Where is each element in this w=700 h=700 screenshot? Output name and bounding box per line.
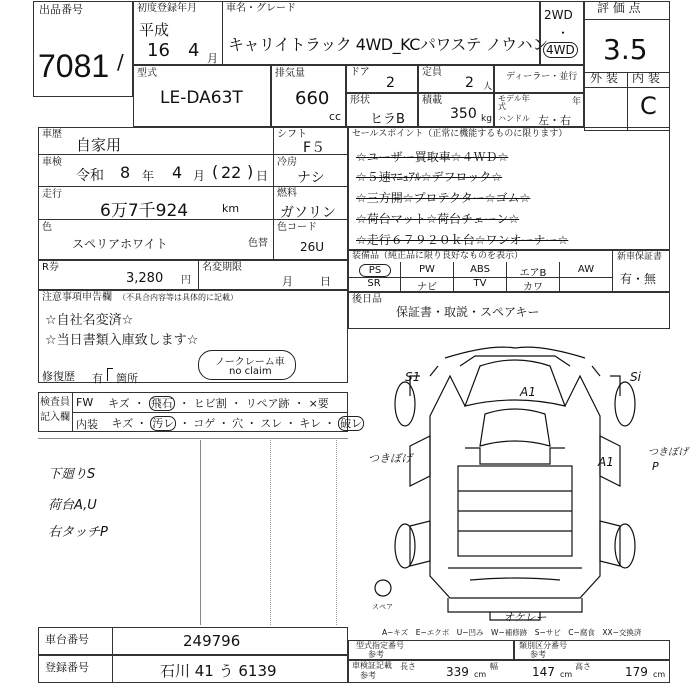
equipment-item-sr: SR [367, 278, 381, 289]
inspection-paren-l: ( [212, 162, 219, 181]
capacity-unit: 人 [483, 82, 493, 92]
usage-label: 車歴 [42, 129, 62, 140]
diagram-a1-mid: A1 [598, 455, 614, 469]
chassis-value: 249796 [183, 632, 241, 650]
fuel-value: ガソリン [280, 205, 336, 221]
recycle-unit: 円 [181, 275, 191, 286]
handwritten-note-3: 右タッチP [48, 525, 108, 540]
score-label: 評 価 点 [597, 1, 641, 15]
plate-vline [112, 655, 113, 683]
inspector-item: キズ [108, 397, 130, 410]
name-change-day: 日 [320, 275, 331, 288]
inspector-item: ・ [218, 417, 230, 430]
load-value: 350 [450, 106, 477, 122]
inspector-item: ヒビ割 [193, 397, 227, 410]
dims-width-unit: cm [560, 670, 573, 679]
chassis-vline [112, 627, 113, 655]
sales-point-1: ☆ユーザー買取車☆４ＷＤ☆ [356, 150, 509, 164]
inspector-item: 飛石 [150, 397, 173, 410]
inspection-day-unit: 日 [256, 169, 269, 183]
inspection-year: 8 [120, 163, 131, 182]
inspector-item: コゲ [193, 417, 216, 430]
inspector-item: ×要 [308, 397, 329, 410]
lot-number: 7081 [38, 48, 110, 84]
equipment-item-ナビ: ナビ [417, 282, 437, 293]
repair-bracket [107, 368, 113, 381]
equipment-item-エアb: エアB [519, 268, 547, 279]
color-code-label: 色コード [277, 222, 317, 233]
equipment-split [612, 250, 613, 292]
recycle-box [38, 260, 348, 290]
mileage-label: 走行 [42, 189, 62, 200]
inspector-item: ・ [324, 417, 336, 430]
inspector-label-2: 記入欄 [40, 412, 70, 423]
no-claim-stamp-en: no claim [229, 366, 272, 377]
inspector-item: キズ [111, 417, 134, 430]
displacement-unit: cc [329, 110, 342, 123]
usage-value: 自家用 [76, 136, 122, 154]
inspector-row-1 [106, 395, 331, 411]
cooler-label: 冷房 [277, 157, 297, 168]
model-year-unit: 年 [572, 97, 582, 107]
type-designation-label: 型式指定番号 [356, 641, 404, 650]
color-change-label: 色替 [248, 238, 268, 249]
interior-value: C [640, 92, 657, 120]
diagram-left-note: つきぼげ [368, 452, 412, 465]
displacement-label: 排気量 [275, 68, 305, 79]
car-name-label: 車名・グレード [226, 3, 296, 14]
mileage-unit: km [222, 202, 240, 215]
sales-point-4: ☆荷台マット☆荷台チェーン☆ [356, 212, 520, 226]
inspection-day: 22 [221, 163, 242, 182]
dims-label-1: 車検証記載 [352, 661, 392, 670]
sales-point-3: ☆三方開☆プロテクター☆ゴム☆ [356, 191, 531, 205]
inspector-item: 破レ [340, 417, 363, 430]
repair-tail: 箇所 [116, 372, 138, 385]
lot-slash: / [117, 50, 124, 74]
recycle-label: R券 [42, 262, 59, 273]
dims-length: 339 [446, 665, 469, 679]
recycle-value: 3,280 [126, 271, 164, 286]
diagram-right-note-1: つきぼげ [648, 447, 688, 458]
color-value: スペリアホワイト [72, 237, 168, 251]
inspector-item: スレ [260, 417, 283, 430]
after-items-label: 後日品 [352, 294, 382, 305]
score-value: 3.5 [603, 33, 648, 66]
doors-value: 2 [386, 75, 395, 91]
dims-width: 147 [532, 665, 555, 679]
dims-height-label: 高さ [575, 662, 591, 671]
repair-value: 有 [92, 372, 103, 385]
registration-era: 平成 [139, 21, 170, 39]
registration-month-unit: 月 [207, 52, 218, 65]
equipment-separator [400, 262, 401, 292]
diagram-bottom-note: オケレー [503, 611, 547, 624]
notes-sublabel: （不具合内容等は具体的に記載） [118, 293, 238, 302]
registration-label: 初度登録年月 [137, 3, 197, 14]
diagram-s-left: S1 [405, 370, 421, 384]
inspector-hline [72, 412, 348, 413]
shape-value: ヒラB [370, 112, 405, 127]
inspector-item: ・ [293, 397, 305, 410]
car-name-value: キャリイトラック 4WD_KCパワステ ノウハン [228, 35, 548, 54]
score-divider [584, 19, 670, 20]
notes-area-top [38, 438, 348, 439]
dealer-label: ディーラー・並行 [506, 72, 578, 82]
registration-year: 16 [147, 40, 170, 61]
inspector-item: ・ [178, 397, 190, 410]
inspector-row-2 [110, 415, 366, 431]
notes-area-divider [200, 440, 201, 625]
dotted-line-2 [336, 440, 337, 625]
equipment-separator [559, 262, 560, 292]
inspector-item: 汚レ [152, 417, 175, 430]
color-label: 色 [42, 222, 52, 233]
recycle-vline [198, 260, 199, 290]
diagram-spare-label: スペア [372, 603, 393, 611]
dotted-line-1 [270, 440, 271, 625]
inspector-item: ・ [179, 417, 191, 430]
damage-legend: A−キズ E−エクボ U−凹み W−補修跡 S−サビ C−腐食 XX−交換済 [382, 628, 642, 637]
color-code-value: 26U [300, 240, 325, 254]
equipment-item-ps: PS [359, 264, 391, 277]
shift-value: F５ [303, 140, 326, 156]
equipment-separator [453, 262, 454, 292]
class-number-label: 類別区分番号 [519, 641, 567, 650]
equipment-item-tv: TV [473, 278, 487, 289]
inspector-item: ・ [246, 417, 258, 430]
model-year-label: モデル年式 [498, 94, 530, 111]
score-split [627, 72, 628, 131]
drive-2wd: 2WD [544, 8, 573, 22]
inspector-item: ・ [230, 397, 242, 410]
handle-value: 左・右 [538, 114, 571, 127]
load-label: 積載 [422, 95, 442, 106]
equipment-separator [506, 262, 507, 292]
model-label: 型式 [137, 68, 157, 79]
plate-value: 石川 41 う 6139 [160, 662, 277, 680]
inspection-label: 車検 [42, 157, 62, 168]
shape-label: 形状 [350, 95, 370, 106]
type-designation-sub: 参考 [368, 650, 384, 659]
equipment-item-aw: AW [577, 264, 595, 275]
inspection-year-unit: 年 [142, 169, 155, 183]
handwritten-note-1: 下廻りS [48, 467, 96, 482]
repair-label: 修復歴 [42, 370, 75, 383]
load-unit: kg [481, 114, 492, 124]
interior-label: 内 装 [632, 71, 660, 85]
inspector-row2-head: 内装 [76, 418, 98, 431]
exterior-label: 外 装 [590, 71, 618, 85]
inspection-month-unit: 月 [193, 169, 206, 183]
sales-points-label: セールスポイント（正常に機能するものに限ります） [352, 129, 568, 139]
class-number-sub: 参考 [530, 650, 546, 659]
doors-label: ドア [350, 67, 370, 78]
score-divider-3 [584, 87, 670, 88]
name-change-month: 月 [282, 275, 293, 288]
name-change-label: 名変期限 [202, 262, 242, 273]
model-value: LE-DA63T [160, 88, 243, 108]
chassis-label: 車台番号 [45, 633, 89, 646]
notes-label: 注意事項申告欄 [42, 292, 112, 303]
diagram-s-right: Si [630, 370, 641, 384]
after-items-value: 保証書・取説・スペアキー [396, 305, 540, 319]
registration-month: 4 [188, 40, 200, 61]
dims-length-unit: cm [474, 670, 487, 679]
notes-item-2: ☆当日書類入庫致します☆ [45, 333, 199, 348]
lot-label: 出品番号 [39, 3, 83, 16]
cooler-value: ナシ [297, 170, 325, 186]
inspector-item: 穴 [232, 417, 244, 430]
inspector-item: ・ [133, 397, 145, 410]
drive-4wd: 4WD [543, 42, 578, 58]
equipment-label: 装備品（純正品に限り良好なものを表示） [352, 251, 524, 261]
color-vline [273, 219, 274, 260]
notes-item-1: ☆自社名変済☆ [45, 313, 134, 328]
capacity-value: 2 [465, 75, 474, 91]
inspection-month: 4 [172, 163, 183, 182]
mileage-value: 6万7千924 [100, 201, 189, 221]
equipment-item-abs: ABS [470, 264, 490, 275]
manual-value: 有・無 [620, 272, 657, 286]
diagram-right-note-2: P [652, 460, 659, 473]
handwritten-note-2: 荷台A,U [48, 498, 97, 513]
dims-width-label: 幅 [490, 662, 498, 671]
spec-vline [273, 127, 274, 219]
inspector-label-1: 検査員 [40, 397, 70, 408]
fuel-label: 燃料 [277, 188, 297, 199]
plate-label: 登録番号 [45, 661, 89, 674]
handle-label: ハンドル [498, 114, 530, 123]
displacement-value: 660 [295, 88, 330, 109]
equipment-item-カワ: カワ [523, 282, 543, 293]
inspector-item: リペア跡 [245, 397, 290, 410]
dims-box [348, 660, 670, 683]
manual-label: 新車保証書 [617, 252, 663, 262]
dims-length-label: 長さ [400, 662, 416, 671]
drive-sep: ・ [557, 26, 570, 40]
shift-label: シフト [277, 129, 307, 140]
inspector-item: ・ [136, 417, 148, 430]
capacity-label: 定員 [422, 67, 442, 78]
dims-label-2: 参考 [360, 671, 376, 680]
sales-point-2: ☆５速ﾏﾆｭｱﾙ☆デフロック☆ [356, 170, 503, 184]
sales-point-5: ☆走行６７９２０ｋ台☆ワンオーナー☆ [356, 233, 569, 247]
no-claim-stamp-jp: ノークレーム車 [215, 357, 285, 368]
diagram-a1-top: A1 [520, 385, 536, 399]
inspector-row1-head: FW [76, 396, 94, 409]
dims-height: 179 [625, 665, 648, 679]
no-claim-stamp [198, 350, 296, 380]
inspection-paren-r: ) [247, 162, 254, 181]
inspector-item: キレ [299, 417, 322, 430]
equipment-item-pw: PW [419, 264, 435, 275]
dims-height-unit: cm [653, 670, 666, 679]
inspection-era: 令和 [76, 168, 104, 184]
inspector-item: ・ [285, 417, 297, 430]
